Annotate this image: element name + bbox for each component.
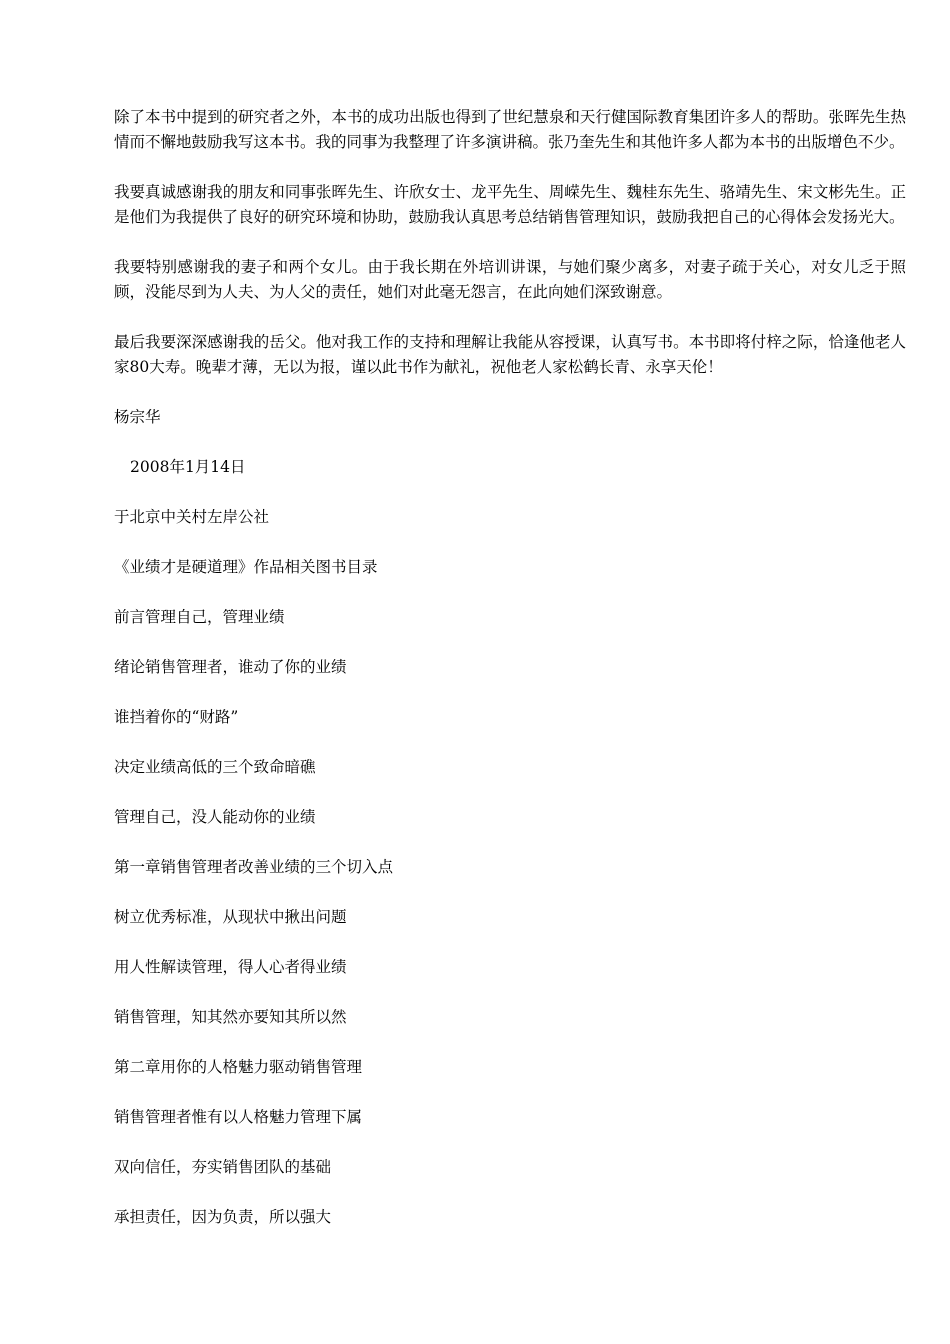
ack-paragraph-2: 我要真诚感谢我的朋友和同事张晖先生、许欣女士、龙平先生、周嵘先生、魏桂东先生、骆靖先生、宋文彬先生。正是他们为我提供了良好的研究环境和协助，鼓励我认真思考总结销售管理知识，鼓励我把自己的心得体会发扬光大。 bbox=[114, 183, 906, 226]
toc-item: 树立优秀标准，从现状中揪出问题 bbox=[114, 908, 347, 926]
toc-item: 承担责任，因为负责，所以强大 bbox=[114, 1208, 332, 1226]
ack-paragraph-4: 最后我要深深感谢我的岳父。他对我工作的支持和理解让我能从容授课，认真写书。本书即将付梓之际，恰逢他老人家80大寿。晚辈才薄，无以为报，谨以此书作为献礼，祝他老人家松鹤长青、永享天伦！ bbox=[114, 333, 906, 376]
toc-item: 决定业绩高低的三个致命暗礁 bbox=[114, 758, 316, 776]
toc-item: 销售管理者惟有以人格魅力管理下属 bbox=[114, 1108, 363, 1126]
author-signature: 杨宗华 bbox=[114, 408, 161, 426]
signature-place: 于北京中关村左岸公社 bbox=[114, 508, 270, 526]
toc-item: 销售管理，知其然亦要知其所以然 bbox=[114, 1008, 347, 1026]
toc-item: 绪论销售管理者，谁动了你的业绩 bbox=[114, 658, 347, 676]
toc-title: 《业绩才是硬道理》作品相关图书目录 bbox=[114, 558, 378, 576]
toc-item: 用人性解读管理，得人心者得业绩 bbox=[114, 958, 347, 976]
toc-item: 双向信任，夯实销售团队的基础 bbox=[114, 1158, 332, 1176]
document-page bbox=[114, 105, 906, 1255]
toc-item: 前言管理自己，管理业绩 bbox=[114, 608, 285, 626]
ack-paragraph-3: 我要特别感谢我的妻子和两个女儿。由于我长期在外培训讲课，与她们聚少离多，对妻子疏于关心，对女儿乏于照顾，没能尽到为人夫、为人父的责任，她们对此毫无怨言，在此向她们深致谢意。 bbox=[114, 258, 906, 301]
ack-paragraph-1: 除了本书中提到的研究者之外，本书的成功出版也得到了世纪慧泉和天行健国际教育集团许多人的帮助。张晖先生热情而不懈地鼓励我写这本书。我的同事为我整理了许多演讲稿。张乃奎先生和其他许多人都为本书的出版增色不少。 bbox=[114, 108, 906, 151]
toc-item: 第一章销售管理者改善业绩的三个切入点 bbox=[114, 858, 394, 876]
toc-item: 第二章用你的人格魅力驱动销售管理 bbox=[114, 1058, 363, 1076]
toc-item: 谁挡着你的“财路” bbox=[114, 708, 239, 726]
toc-item: 管理自己，没人能动你的业绩 bbox=[114, 808, 316, 826]
signature-date: 2008年1月14日 bbox=[130, 458, 246, 476]
toc-list bbox=[114, 605, 906, 1230]
